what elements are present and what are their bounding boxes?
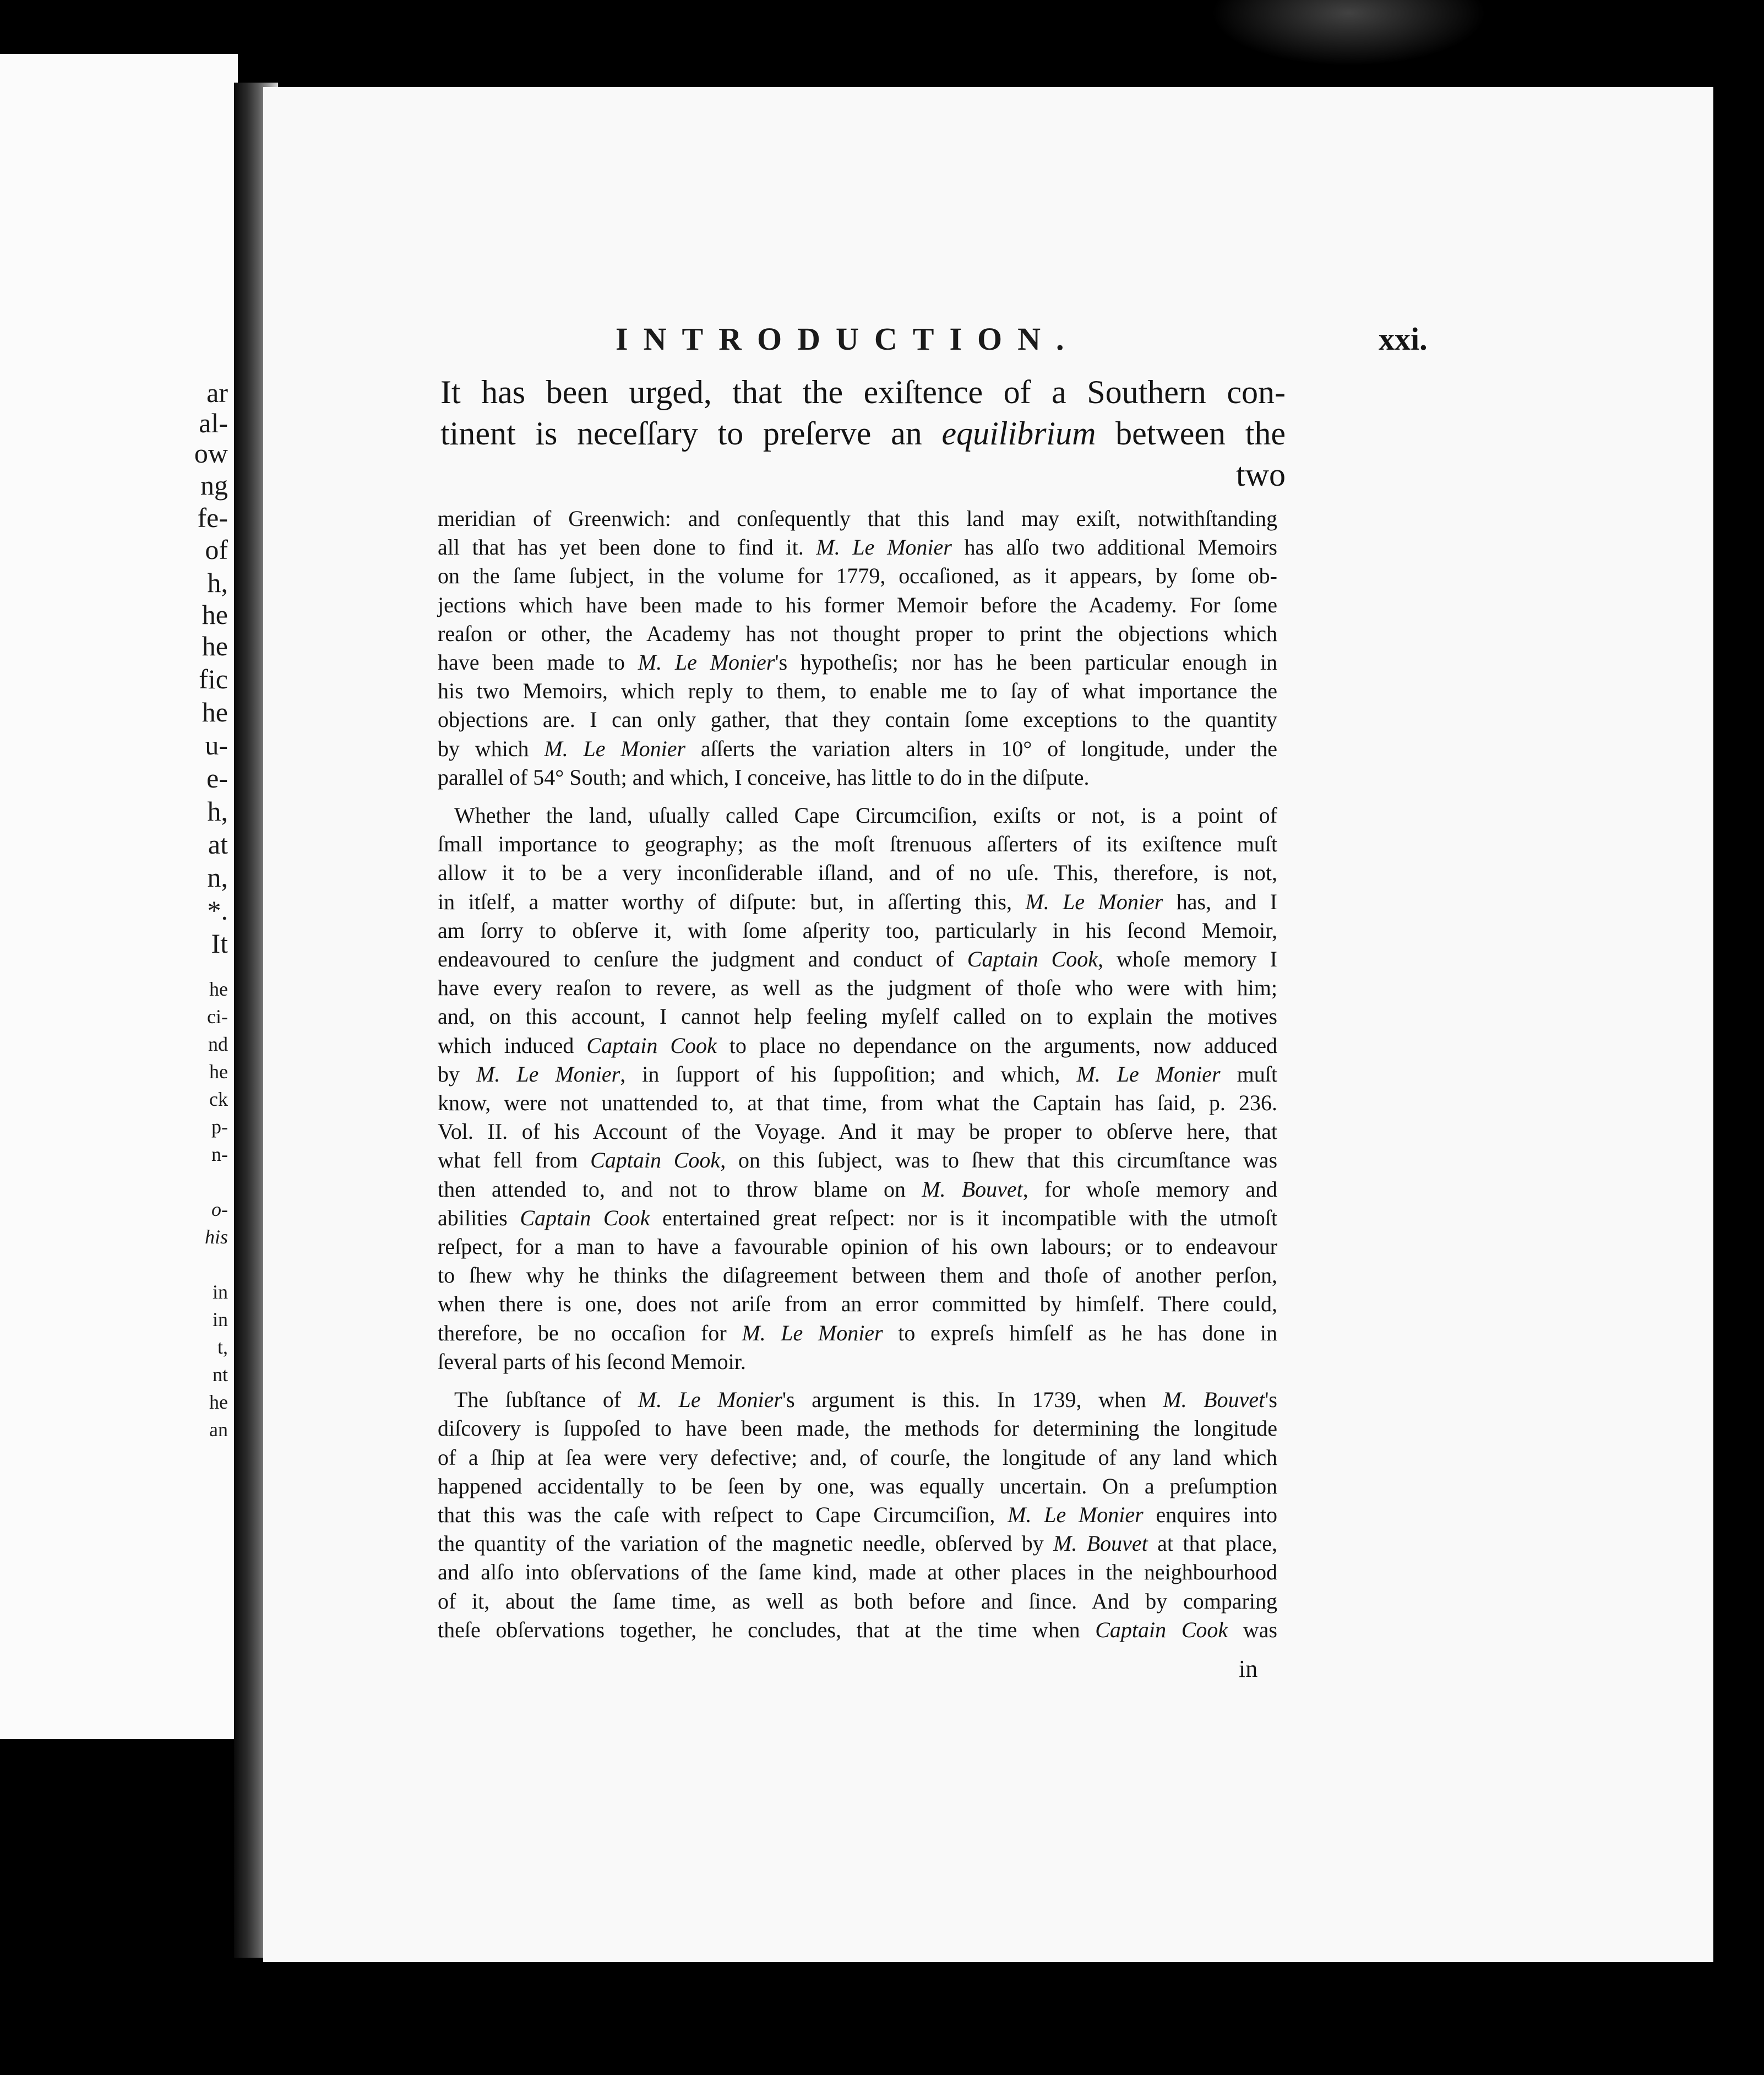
text-line: reaſon or other, the Academy has not thought proper to print the objections which (438, 621, 1277, 646)
left-page-word: n, (207, 862, 228, 893)
text-line: the quantity of the variation of the magnetic needle, obſerved by M. Bouvet at that place, (438, 1531, 1278, 1556)
carryover-line: two (1236, 457, 1286, 493)
text-line: The ſubſtance of M. Le Monier's argument is this. In 1739, when M. Bouvet's (454, 1387, 1277, 1413)
text-line: that this was the caſe with reſpect to Cape Circumciſion, M. Le Monier enquires into (438, 1502, 1278, 1527)
left-page-word: nd (208, 1033, 228, 1055)
paragraph (438, 1386, 1277, 1644)
left-page-word: an (209, 1419, 228, 1441)
text-line: diſcovery is ſuppoſed to have been made, the methods for determining the longitude (438, 1416, 1277, 1441)
paragraph (438, 801, 1277, 1376)
left-page-word: al- (199, 408, 228, 438)
text-line: and alſo into obſervations of the ſame kind, made at other places in the neighbourhood (438, 1560, 1277, 1585)
text-line: ſmall importance to geography; as the moſt ſtrenuous aſſerters of its exiſtence muſt (438, 832, 1277, 857)
left-page-word: ck (209, 1088, 228, 1110)
text-line: know, were not unattended to, at that time, from what the Captain has ſaid, p. 236. (438, 1090, 1277, 1116)
text-line: allow it to be a very inconſiderable iſland, and of no uſe. This, therefore, is not, (438, 860, 1277, 886)
left-page-word: he (202, 599, 228, 630)
carryover-text (440, 372, 1286, 496)
text-line: parallel of 54° South; and which, I conceive, has little to do in the diſpute. (438, 764, 1090, 790)
left-page-word: he (209, 1391, 228, 1413)
text-line: jections which have been made to his former Memoir before the Academy. For ſome (438, 592, 1277, 617)
left-page-word: fe- (197, 502, 228, 533)
text-line: theſe obſervations together, he concludes, that at the time when Captain Cook was (438, 1617, 1277, 1642)
left-page-word: n- (211, 1143, 228, 1165)
text-line: happened accidentally to be ſeen by one, was equally uncertain. On a preſumption (438, 1473, 1277, 1498)
text-line: Whether the land, uſually called Cape Circumciſion, exiſts or not, is a point of (454, 803, 1277, 828)
body-text (438, 504, 1277, 1644)
left-page-word: h, (207, 567, 228, 598)
left-page-word: he (202, 631, 228, 661)
text-line: and, on this account, I cannot help feeling myſelf called on to explain the motives (438, 1004, 1277, 1029)
left-page-word: u- (205, 730, 228, 761)
text-line: abilities Captain Cook entertained great reſpect: nor is it incompatible with the utmoſt (438, 1205, 1278, 1230)
paragraph-gap (438, 1376, 1277, 1386)
left-page-word: fic (199, 664, 228, 694)
left-page-word: at (208, 829, 228, 860)
text-line: in itſelf, a matter worthy of diſpute: but, in aſſerting this, M. Le Monier has, and I (438, 889, 1277, 914)
left-page-word: e- (206, 763, 228, 794)
paragraph (438, 504, 1277, 792)
text-line: which induced Captain Cook to place no dependance on the arguments, now adduced (438, 1033, 1278, 1058)
left-page-word: o- (211, 1198, 228, 1220)
carryover-line: tinent is neceſſary to preſerve an equilibrium between the (440, 415, 1286, 452)
left-page-fragment (0, 54, 238, 1739)
text-line: then attended to, and not to throw blame on M. Bouvet, for whoſe memory and (438, 1176, 1278, 1202)
text-line: by M. Le Monier, in ſupport of his ſuppoſition; and which, M. Le Monier muſt (438, 1061, 1277, 1087)
left-page-word: *. (207, 895, 228, 926)
left-page-word: in (212, 1281, 228, 1303)
text-line: by which M. Le Monier aſſerts the variation alters in 10° of longitude, under the (438, 736, 1278, 761)
left-page-word: h, (207, 796, 228, 827)
text-line: of it, about the ſame time, as well as both before and ſince. And by comparing (438, 1588, 1277, 1614)
text-line: reſpect, for a man to have a favourable opinion of his own labours; or to endeavour (438, 1234, 1277, 1259)
text-line: what fell from Captain Cook, on this ſubject, was to ſhew that this circumſtance was (438, 1148, 1278, 1173)
text-line: have been made to M. Le Monier's hypotheſis; nor has he been particular enough in (438, 650, 1277, 675)
left-page-word: his (204, 1226, 228, 1248)
left-page-word: ci- (207, 1006, 228, 1028)
left-page-word: ow (194, 438, 228, 469)
left-page-word: nt (212, 1364, 228, 1386)
text-line: am ſorry to obſerve it, with ſome aſperity too, particularly in his ſecond Memoir, (438, 917, 1277, 943)
text-line: therefore, be no occaſion for M. Le Monier to expreſs himſelf as he has done in (438, 1320, 1277, 1345)
left-page-word: ng (200, 470, 228, 501)
text-line: all that has yet been done to find it. M. Le Monier has alſo two additional Memoirs (438, 535, 1277, 560)
text-line: of a ſhip at ſea were very defective; and, of courſe, the longitude of any land which (438, 1444, 1277, 1470)
page-number: xxi. (1379, 321, 1428, 357)
text-line: to ſhew why he thinks the diſagreement between them and thoſe of another perſon, (438, 1263, 1277, 1288)
running-head: INTRODUCTION. (616, 321, 1080, 357)
left-page-word: of (205, 534, 228, 565)
text-line: Vol. II. of his Account of the Voyage. And it may be proper to obſerve here, that (438, 1119, 1277, 1144)
scan-noise (1211, 0, 1487, 66)
catchword: in (1239, 1655, 1258, 1682)
left-page-word: It (211, 928, 228, 959)
left-page-word: t, (217, 1336, 228, 1358)
left-page-word: he (202, 697, 228, 727)
left-page-word: he (209, 1061, 228, 1083)
text-line: when there is one, does not ariſe from an error committed by himſelf. There could, (438, 1291, 1277, 1317)
text-line: meridian of Greenwich: and conſequently that this land may exiſt, notwithſtanding (438, 506, 1277, 531)
text-line: on the ſame ſubject, in the volume for 1779, occaſioned, as it appears, by ſome ob- (438, 563, 1277, 589)
left-page-word: he (209, 978, 228, 1000)
text-line: his two Memoirs, which reply to them, to enable me to ſay of what importance the (438, 678, 1277, 704)
left-page-word: in (212, 1308, 228, 1330)
text-line: endeavoured to cenſure the judgment and conduct of Captain Cook, whoſe memory I (438, 947, 1277, 972)
text-line: have every reaſon to revere, as well as the judgment of thoſe who were with him; (438, 975, 1277, 1001)
paragraph-gap (438, 792, 1277, 801)
carryover-line: It has been urged, that the exiſtence of a Southern con- (440, 374, 1286, 410)
left-page-word: p- (211, 1116, 228, 1138)
left-page-word: ar (206, 377, 228, 408)
text-line: objections are. I can only gather, that they contain ſome exceptions to the quantity (438, 707, 1277, 732)
text-line: ſeveral parts of his ſecond Memoir. (438, 1349, 746, 1374)
